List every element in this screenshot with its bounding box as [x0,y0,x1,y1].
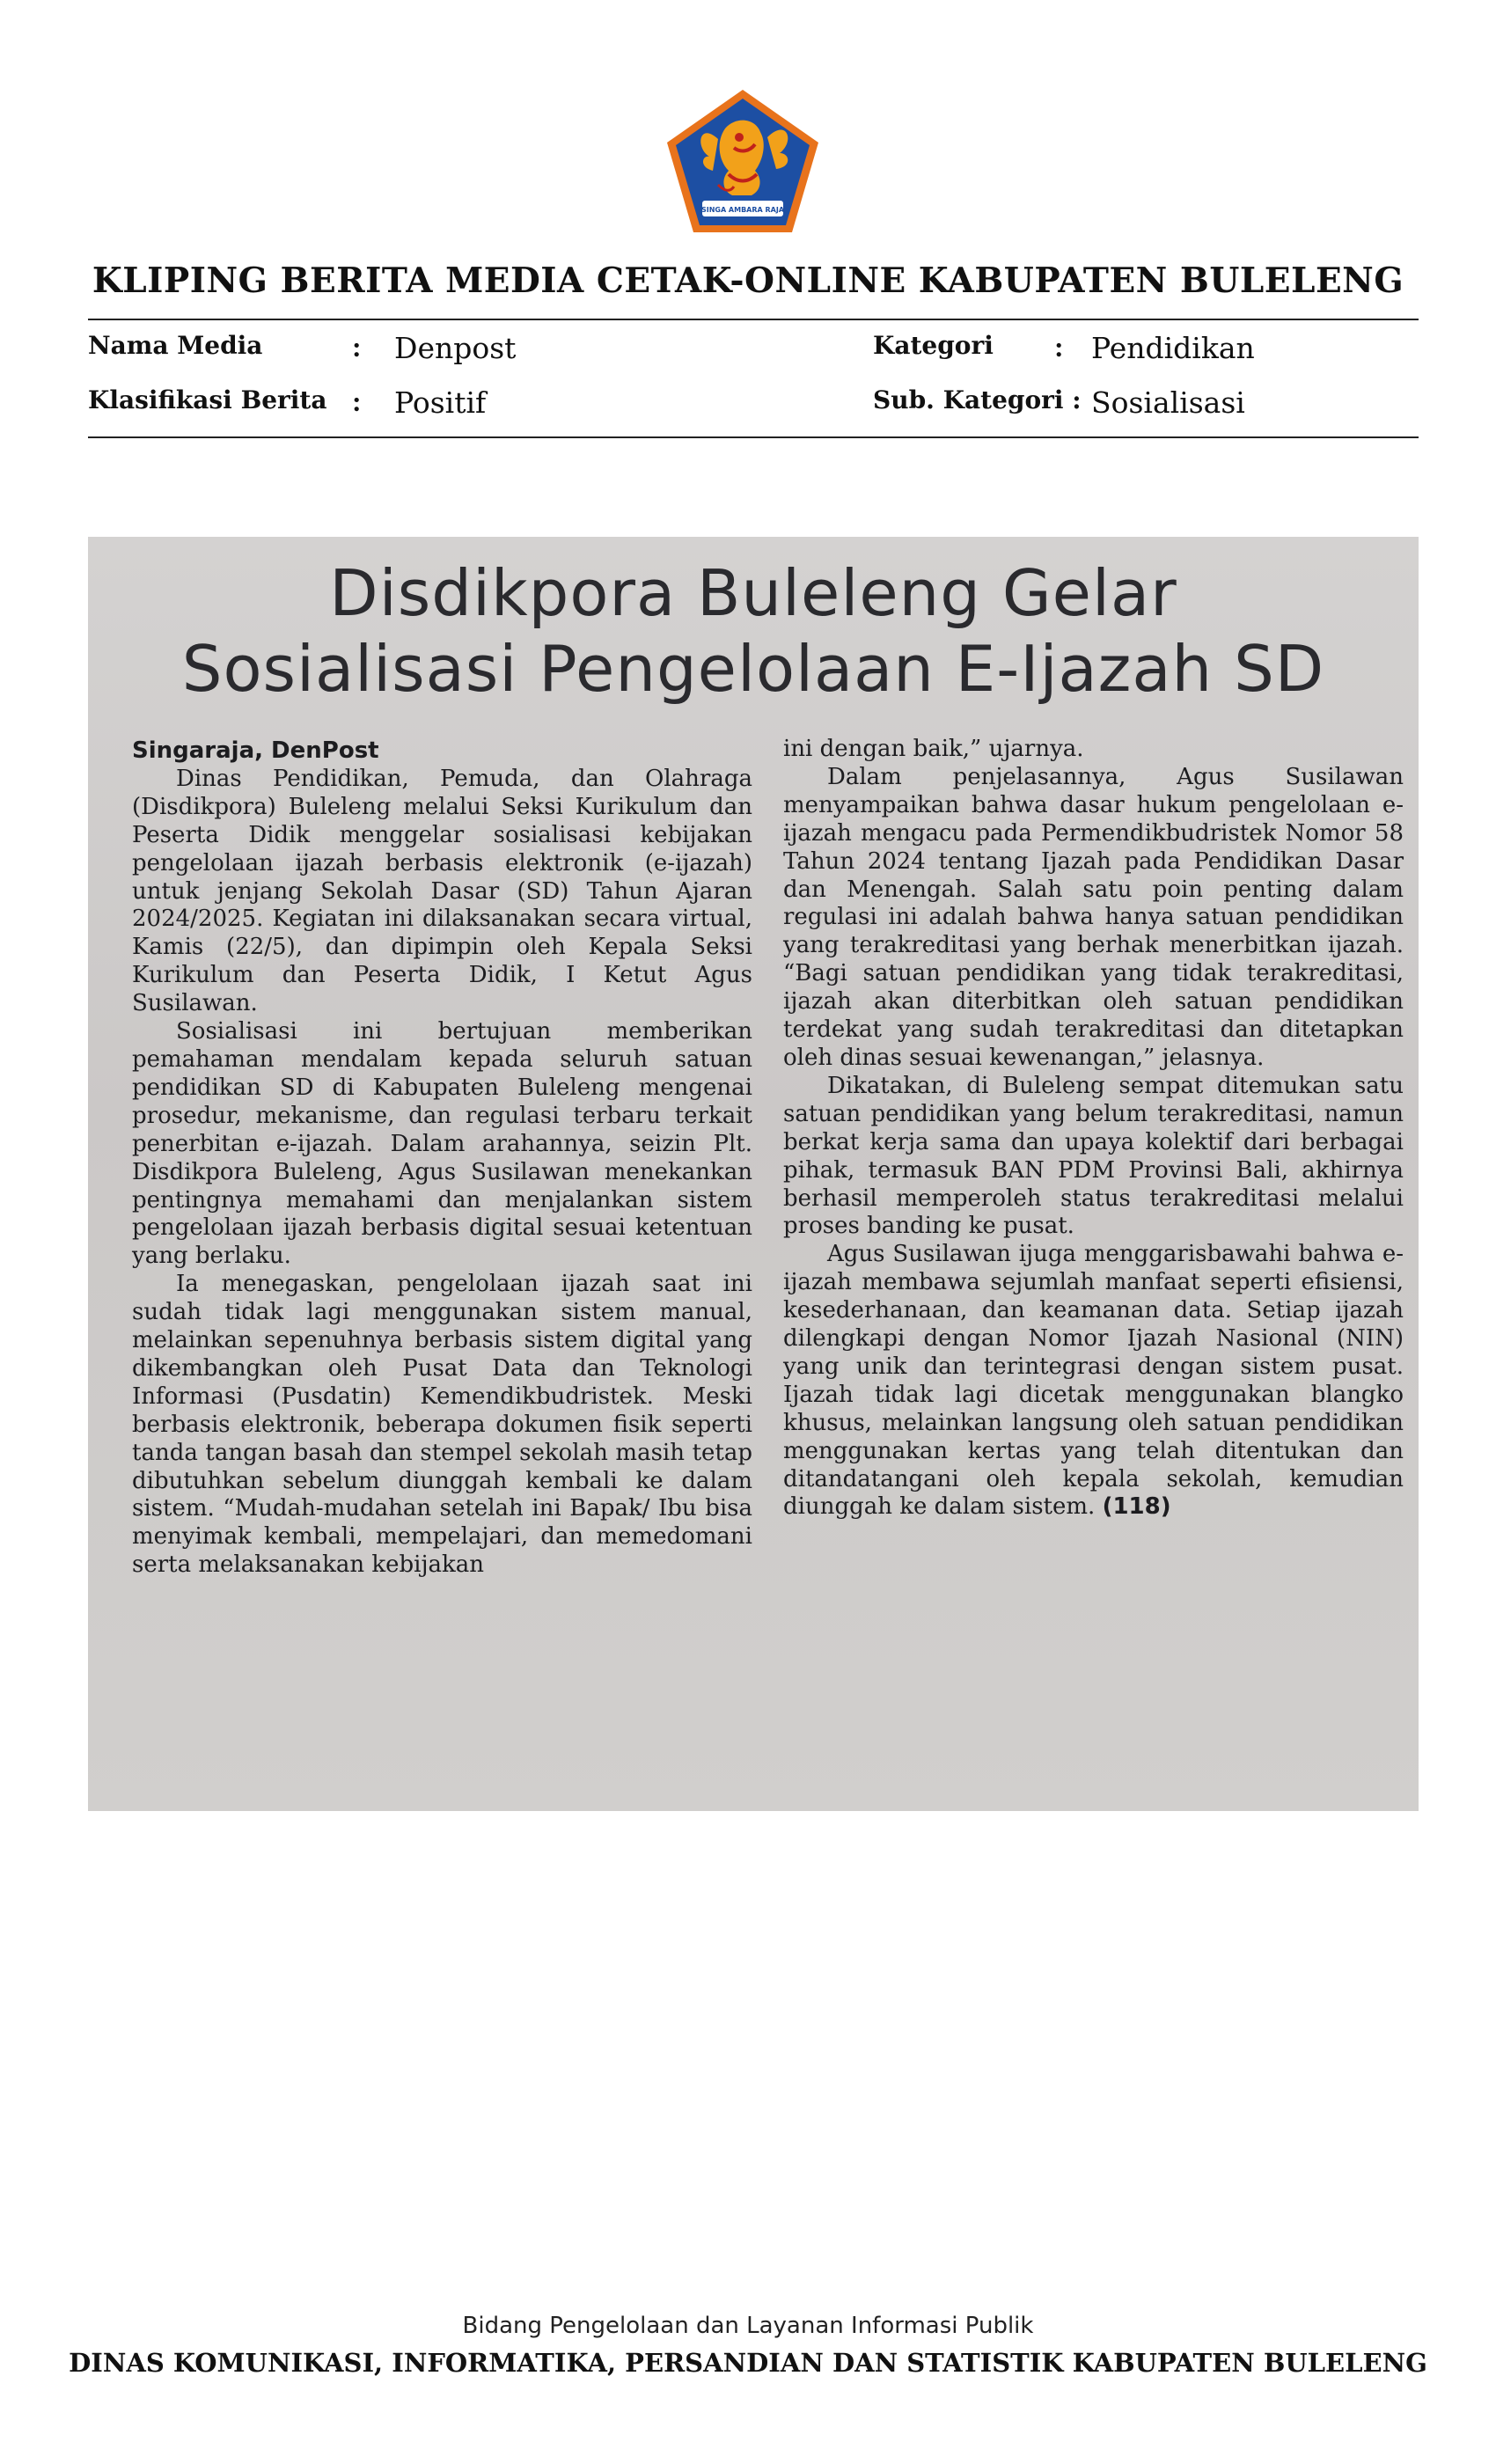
kategori-value: Pendidikan [1091,331,1255,365]
article-column-right [783,736,1404,1522]
article-paragraph [783,1241,1404,1522]
kategori-colon: : [1054,331,1064,363]
article-paragraph: Sosialisasi ini bertujuan memberikan pemahaman mendalam kepada seluruh satuan pendidikan SD di Kabupaten Buleleng mengenai prosedur, mekanisme, dan regulasi terbaru terkait penerbitan e-ijazah. Dalam arahannya, seizin Plt. Disdikpora Buleleng, Agus Susilawan menekankan pentingnya memahami dan menjalankan sistem pengelolaan ijazah berbasis digital sesuai ketentuan yang berlaku. [132,1018,752,1270]
sub-kategori-value: Sosialisasi [1091,385,1245,420]
article-paragraph: Dalam penjelasannya, Agus Susilawan menyampaikan bahwa dasar hukum pengelolaan e-ijazah mengacu pada Permendikbudristek Nomor 58 Tahun 2024 tentang Ijazah pada Pendidikan Dasar dan Menengah. Salah satu poin penting dalam regulasi ini adalah bahwa hanya satuan pendidikan yang terakreditasi yang berhak menerbitkan ijazah. “Bagi satuan pendidikan yang tidak terakreditasi, ijazah akan diterbitkan oleh satuan pendidikan terdekat yang sudah terakreditasi dan ditetapkan oleh dinas sesuai kewenangan,” jelasnya. [783,763,1404,1071]
klasifikasi-colon: : [352,385,362,417]
article-column-left [132,737,752,1580]
footer-agency: DINAS KOMUNIKASI, INFORMATIKA, PERSANDIAN DAN STATISTIK KABUPATEN BULELENG [69,2348,1427,2378]
logo-motto: SINGA AMBARA RAJA [700,206,785,214]
nama-media-value: Denpost [394,331,517,365]
klasifikasi-value: Positif [394,385,487,420]
article-paragraph-text: Agus Susilawan ijuga menggarisbawahi bahwa e-ijazah membawa sejumlah manfaat seperti efisiensi, kesederhanaan, dan keamanan data. Setiap ijazah dilengkapi dengan Nomor Ijazah Nasional (NIN) yang unik dan terintegrasi dengan sistem pusat. Ijazah tidak lagi dicetak menggunakan blangko khusus, melainkan langsung oleh satuan pendidikan menggunakan kertas yang telah ditentukan dan ditandatangani oleh kepala sekolah, kemudian diunggah ke dalam sistem. [783,1241,1404,1521]
article-paragraph: Dinas Pendidikan, Pemuda, dan Olahraga (Disdikpora) Buleleng melalui Seksi Kurikulum dan Peserta Didik menggelar sosialisasi kebijakan pengelolaan ijazah berbasis elektronik (e-ijazah) untuk jenjang Sekolah Dasar (SD) Tahun Ajaran 2024/2025. Kegiatan ini dilaksanakan secara virtual, Kamis (22/5), dan dipimpin oleh Kepala Seksi Kurikulum dan Peserta Didik, I Ketut Agus Susilawan. [132,765,752,1017]
article-headline-line2: Sosialisasi Pengelolaan E-Ijazah SD [181,632,1325,706]
buleleng-regency-logo [664,86,822,236]
bottom-divider [88,436,1419,438]
article-dateline: Singaraja, DenPost [132,737,379,764]
klasifikasi-label: Klasifikasi Berita [88,385,327,414]
article-paragraph: Dikatakan, di Buleleng sempat ditemukan satu satuan pendidikan yang belum terakreditasi, namun berkat kerja sama dan upaya kolektif dari berbagai pihak, termasuk BAN PDM Provinsi Bali, akhirnya berhasil memperoleh status terakreditasi melalui proses banding ke pusat. [783,1072,1404,1240]
nama-media-colon: : [352,331,362,363]
article-paragraph: ini dengan baik,” ujarnya. [783,736,1084,762]
article-paragraph: Ia menegaskan, pengelolaan ijazah saat ini sudah tidak lagi menggunakan sistem manual, melainkan sepenuhnya berbasis sistem digital yang dikembangkan oleh Pusat Data dan Teknologi Informasi (Pusdatin) Kemendikbudristek. Meski berbasis elektronik, beberapa dokumen fisik seperti tanda tangan basah dan stempel sekolah masih tetap dibutuhkan sebelum diunggah kembali ke dalam sistem. “Mudah-mudahan setelah ini Bapak/ Ibu bisa menyimak kembali, mempelajari, dan memedomani serta melaksanakan kebijakan [132,1271,752,1579]
author-code: (118) [1102,1493,1171,1521]
sub-kategori-label: Sub. Kategori : [873,385,1082,414]
page-title: KLIPING BERITA MEDIA CETAK-ONLINE KABUPATEN BULELENG [92,260,1404,301]
article-headline-line1: Disdikpora Buleleng Gelar [329,556,1177,630]
nama-media-label: Nama Media [88,331,263,360]
media-metadata [88,331,1419,428]
newspaper-clipping [88,537,1419,1811]
top-divider [88,319,1419,320]
footer-division: Bidang Pengelolaan dan Layanan Informasi Publik [462,2313,1034,2339]
kategori-label: Kategori [873,331,994,360]
